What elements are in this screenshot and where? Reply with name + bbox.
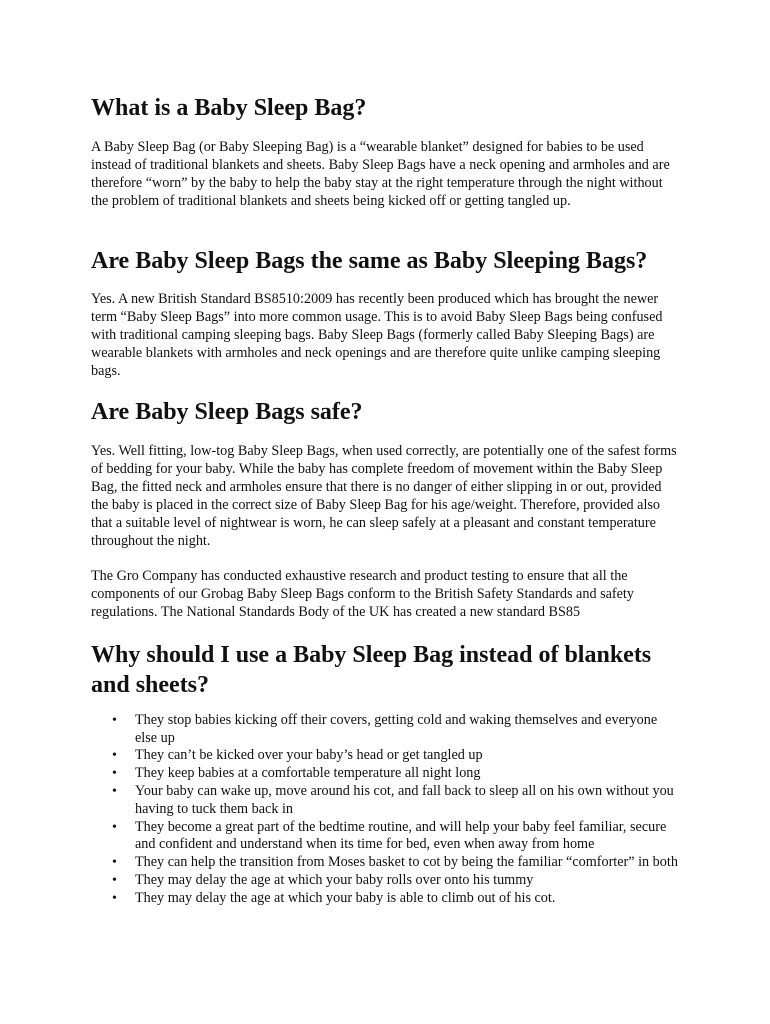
- list-item: [91, 854, 681, 872]
- bullet-icon: •: [112, 819, 117, 835]
- reasons-list: [91, 712, 681, 908]
- list-item: [91, 872, 681, 890]
- paragraph-gro-company: The Gro Company has conducted exhaustive research and product testing to ensure that all the components of our Grobag Baby Sleep Bags conform to the British Safety Standards and safety regulations. The National Standards Body of the UK has created a new standard BS85: [91, 568, 634, 620]
- bullet-icon: •: [112, 784, 117, 800]
- paragraph-same-as-sleeping-bags: Yes. A new British Standard BS8510:2009 has recently been produced which has brought the newer term “Baby Sleep Bags” into more common usage. This is to avoid Baby Sleep Bags being confused with traditional camping sleeping bags. Baby Sleep Bags (formerly called Baby Sleeping Bags) are wearable blankets with armholes and neck openings and are therefore quite unlike camping sleeping bags.: [91, 291, 663, 379]
- heading-are-sleep-bags-safe: Are Baby Sleep Bags safe?: [91, 399, 363, 425]
- bullet-icon: •: [112, 872, 117, 888]
- bullet-icon: •: [112, 766, 117, 782]
- list-item-text: They keep babies at a comfortable temperature all night long: [135, 765, 481, 782]
- paragraph-what-is-sleep-bag: A Baby Sleep Bag (or Baby Sleeping Bag) is a “wearable blanket” designed for babies to be used instead of traditional blankets and sheets. Baby Sleep Bags have a neck opening and armholes and are therefore “worn” by the baby to help the baby stay at the right temperature through the night without the problem of traditional blankets and sheets being kicked off or getting tangled up.: [91, 139, 670, 209]
- list-item-text: They can’t be kicked over your baby’s head or get tangled up: [135, 747, 483, 764]
- bullet-icon: •: [112, 890, 117, 906]
- paragraph-safety: Yes. Well fitting, low-tog Baby Sleep Bags, when used correctly, are potentially one of the safest forms of bedding for your baby. While the baby has complete freedom of movement within the Baby Sleep Bag, the fitted neck and armholes ensure that there is no danger of either slipping in or out, provided the baby is placed in the correct size of Baby Sleep Bag for his age/weight. Therefore, provided also that a suitable level of nightwear is worn, he can sleep safely at a pleasant and constant temperature throughout the night.: [91, 443, 677, 549]
- list-item-text: They become a great part of the bedtime routine, and will help your baby feel familiar, secure and confident and understand when its time for bed, even when away from home: [135, 818, 667, 853]
- bullet-icon: •: [112, 748, 117, 764]
- heading-what-is-sleep-bag: What is a Baby Sleep Bag?: [91, 95, 367, 121]
- list-item: [91, 747, 681, 765]
- list-item-text: They may delay the age at which your baby is able to climb out of his cot.: [135, 889, 556, 906]
- list-item: [91, 890, 681, 908]
- heading-why-use-sleep-bag: Why should I use a Baby Sleep Bag instead of blankets and sheets?: [91, 642, 652, 698]
- list-item-text: They may delay the age at which your baby rolls over onto his tummy: [135, 871, 534, 888]
- bullet-icon: •: [112, 713, 117, 728]
- bullet-icon: •: [112, 854, 117, 870]
- list-item: [91, 783, 681, 818]
- list-item: [91, 819, 681, 854]
- list-item: [91, 765, 681, 783]
- list-item-text: They stop babies kicking off their covers, getting cold and waking themselves and everyone else up: [135, 712, 658, 746]
- list-item-text: They can help the transition from Moses basket to cot by being the familiar “comforter” in both: [135, 853, 678, 870]
- heading-same-as-sleeping-bags: Are Baby Sleep Bags the same as Baby Sleeping Bags?: [91, 248, 648, 274]
- list-item-text: Your baby can wake up, move around his cot, and fall back to sleep all on his own without you having to tuck them back in: [135, 783, 674, 817]
- list-item: [91, 712, 681, 747]
